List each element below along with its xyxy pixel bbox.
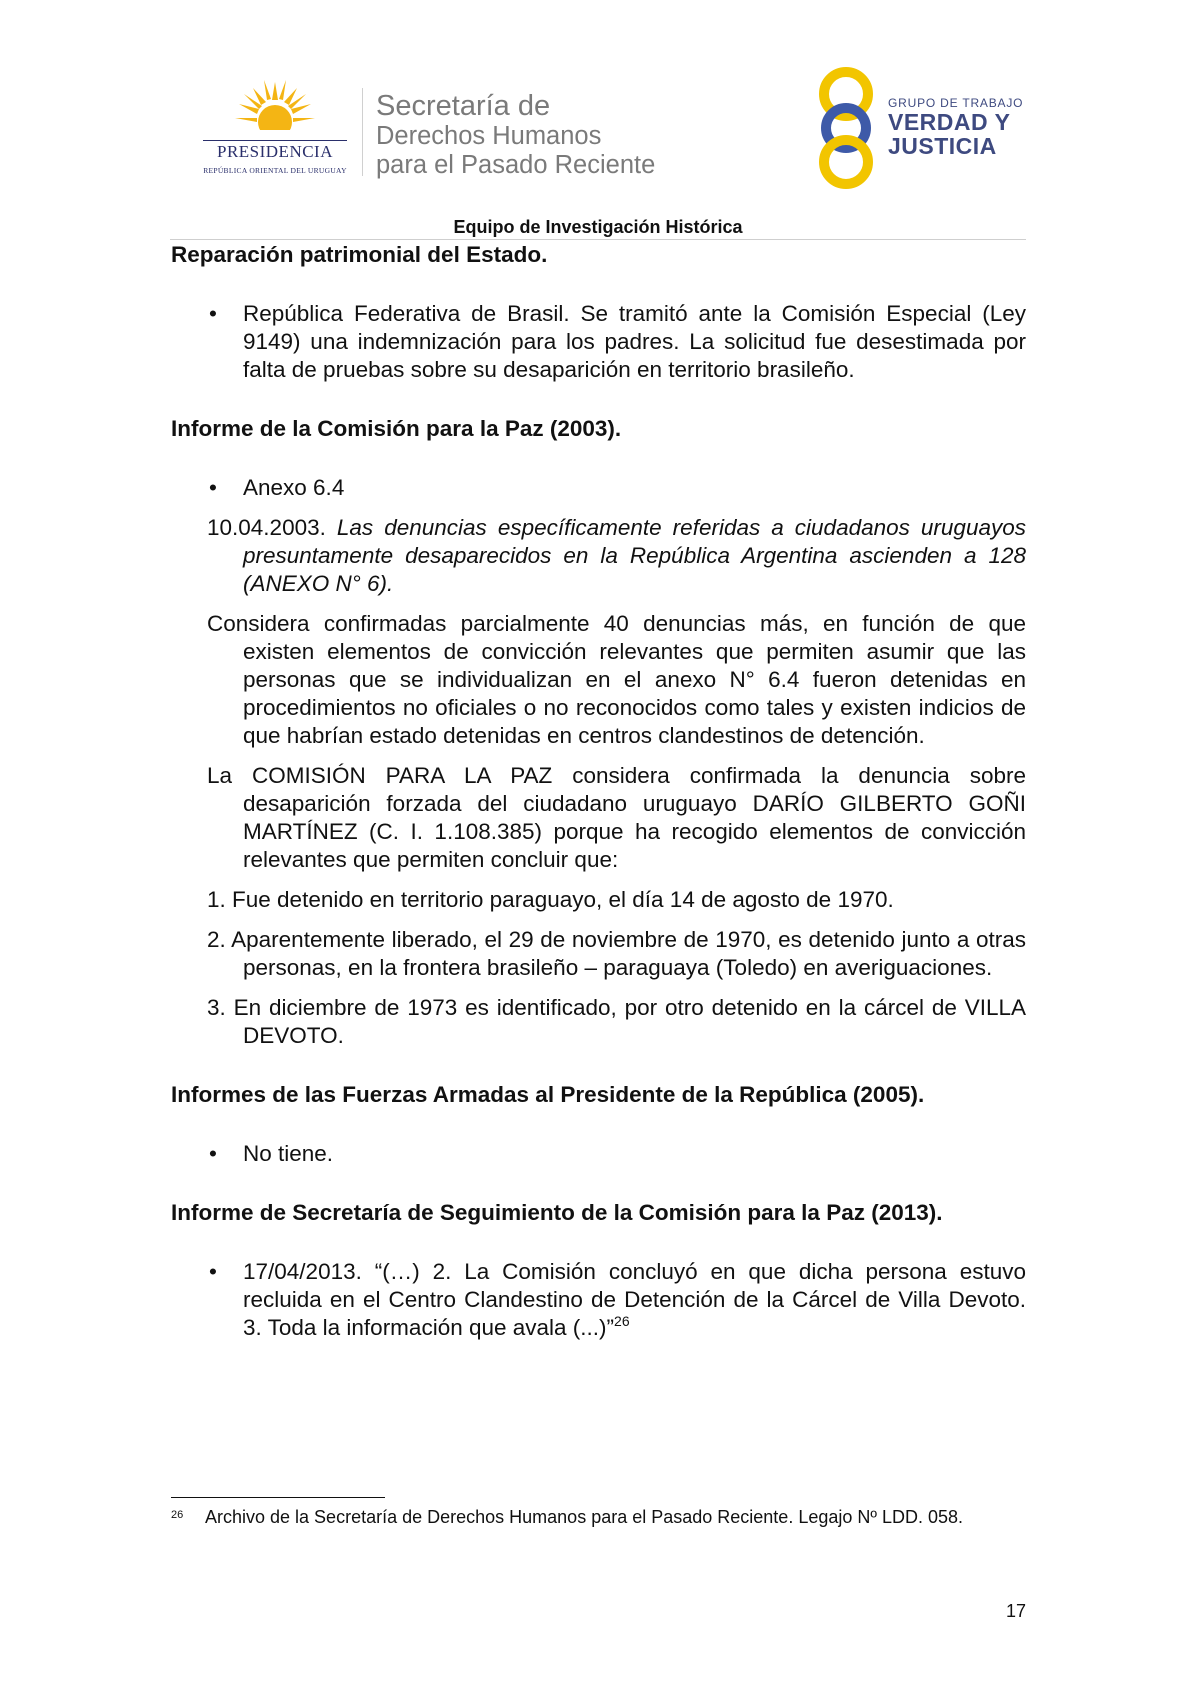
footnote-text: Archivo de la Secretaría de Derechos Humanos para el Pasado Reciente. Legajo Nº LDD. 058. bbox=[205, 1507, 963, 1527]
bullet-text: República Federativa de Brasil. Se tramitó ante la Comisión Especial (Ley 9149) una indemnización para los padres. La solicitud fue desestimada por falta de pruebas sobre su desaparición en territorio brasileño. bbox=[243, 301, 1026, 382]
paragraph-considera: Considera confirmadas parcialmente 40 denuncias más, en función de que existen elementos de convicción relevantes que permiten asumir que las personas que se individualizan en el anexo N° 6.4 fueron detenidas en procedimientos no oficiales o no reconocidos como tales y existen indicios de que habrían estado detenidas en centros clandestinos de detención. bbox=[207, 611, 1026, 748]
presidencia-logo bbox=[195, 78, 355, 178]
bullet-dot-icon: • bbox=[209, 301, 217, 326]
running-title: Equipo de Investigación Histórica bbox=[453, 217, 743, 237]
header-rule bbox=[170, 239, 1026, 240]
footnote-rule bbox=[171, 1497, 385, 1498]
section-title-seguimiento: Informe de Secretaría de Seguimiento de la Comisión para la Paz (2013). bbox=[171, 1200, 943, 1225]
date-paragraph bbox=[171, 514, 1026, 598]
grupo-trabajo-line-2: VERDAD Y bbox=[888, 109, 1011, 135]
presidencia-subtitle: REPÚBLICA ORIENTAL DEL URUGUAY bbox=[203, 166, 347, 175]
paragraph-date: 10.04.2003. bbox=[207, 515, 326, 540]
sun-emblem-icon bbox=[235, 78, 315, 138]
secretaria-line-1: Secretaría de bbox=[376, 90, 551, 122]
grupo-trabajo-line-1: GRUPO DE TRABAJO bbox=[888, 96, 1024, 110]
paragraph-comision: La COMISIÓN PARA LA PAZ considera confirmada la denuncia sobre desaparición forzada del ciudadano uruguayo DARÍO GILBERTO GOÑI MARTÍNEZ (C. I. 1.108.385) porque ha recogido elementos de convicción relevantes que permiten concluir que: bbox=[207, 763, 1026, 872]
bullet-text: Anexo 6.4 bbox=[243, 475, 345, 500]
numbered-item-3: 3. En diciembre de 1973 es identificado, por otro detenido en la cárcel de VILLA DEVOTO. bbox=[207, 995, 1026, 1048]
secretaria-line-2: Derechos Humanos bbox=[376, 122, 602, 150]
bullet-dot-icon: • bbox=[209, 475, 217, 500]
page-header bbox=[0, 0, 1191, 240]
page-number: 17 bbox=[1005, 1601, 1026, 1621]
presidencia-rule bbox=[203, 140, 347, 141]
secretaria-logo-text bbox=[376, 90, 655, 180]
section-title-comision-paz: Informe de la Comisión para la Paz (2003). bbox=[171, 416, 622, 441]
paragraph-quote: Las denuncias específicamente referidas a ciudadanos uruguayos presuntamente desaparecidos en la República Argentina ascienden a 128 (ANEXO N° 6). bbox=[243, 515, 1026, 596]
bullet-dot-icon: • bbox=[209, 1141, 217, 1166]
secretaria-line-3: para el Pasado Reciente bbox=[376, 151, 656, 179]
footnote-reference[interactable]: 26 bbox=[614, 1313, 630, 1329]
bullet-list bbox=[171, 474, 1026, 502]
header-divider bbox=[362, 88, 363, 176]
bullet-text: 17/04/2013. “(…) 2. La Comisión concluyó en que dicha persona estuvo recluida en el Centro Clandestino de Detención de la Cárcel de Villa Devoto. 3. Toda la información que avala (...)” bbox=[243, 1259, 1026, 1340]
bullet-list bbox=[171, 1140, 1026, 1168]
numbered-item-1: 1. Fue detenido en territorio paraguayo, el día 14 de agosto de 1970. bbox=[207, 887, 894, 912]
grupo-trabajo-line-3: JUSTICIA bbox=[888, 133, 997, 159]
bullet-text: No tiene. bbox=[243, 1141, 334, 1166]
bullet-list bbox=[171, 1258, 1026, 1342]
numbered-item-2: 2. Aparentemente liberado, el 29 de noviembre de 1970, es detenido junto a otras personas, en la frontera brasileño – paraguaya (Toledo) en averiguaciones. bbox=[207, 927, 1026, 980]
list-item bbox=[171, 1140, 1026, 1168]
list-item bbox=[171, 1258, 1026, 1342]
bullet-list bbox=[171, 300, 1026, 384]
footnote bbox=[171, 1506, 1026, 1529]
document-body bbox=[171, 241, 1026, 1342]
section-title-fuerzas-armadas: Informes de las Fuerzas Armadas al Presidente de la República (2005). bbox=[171, 1082, 925, 1107]
presidencia-name: PRESIDENCIA bbox=[216, 142, 333, 161]
grupo-trabajo-text bbox=[888, 96, 1023, 158]
list-item bbox=[171, 300, 1026, 384]
footnote-number: 26 bbox=[171, 1509, 184, 1521]
section-title-reparacion: Reparación patrimonial del Estado. bbox=[171, 242, 548, 267]
bullet-dot-icon: • bbox=[209, 1259, 217, 1284]
list-item bbox=[171, 474, 1026, 502]
